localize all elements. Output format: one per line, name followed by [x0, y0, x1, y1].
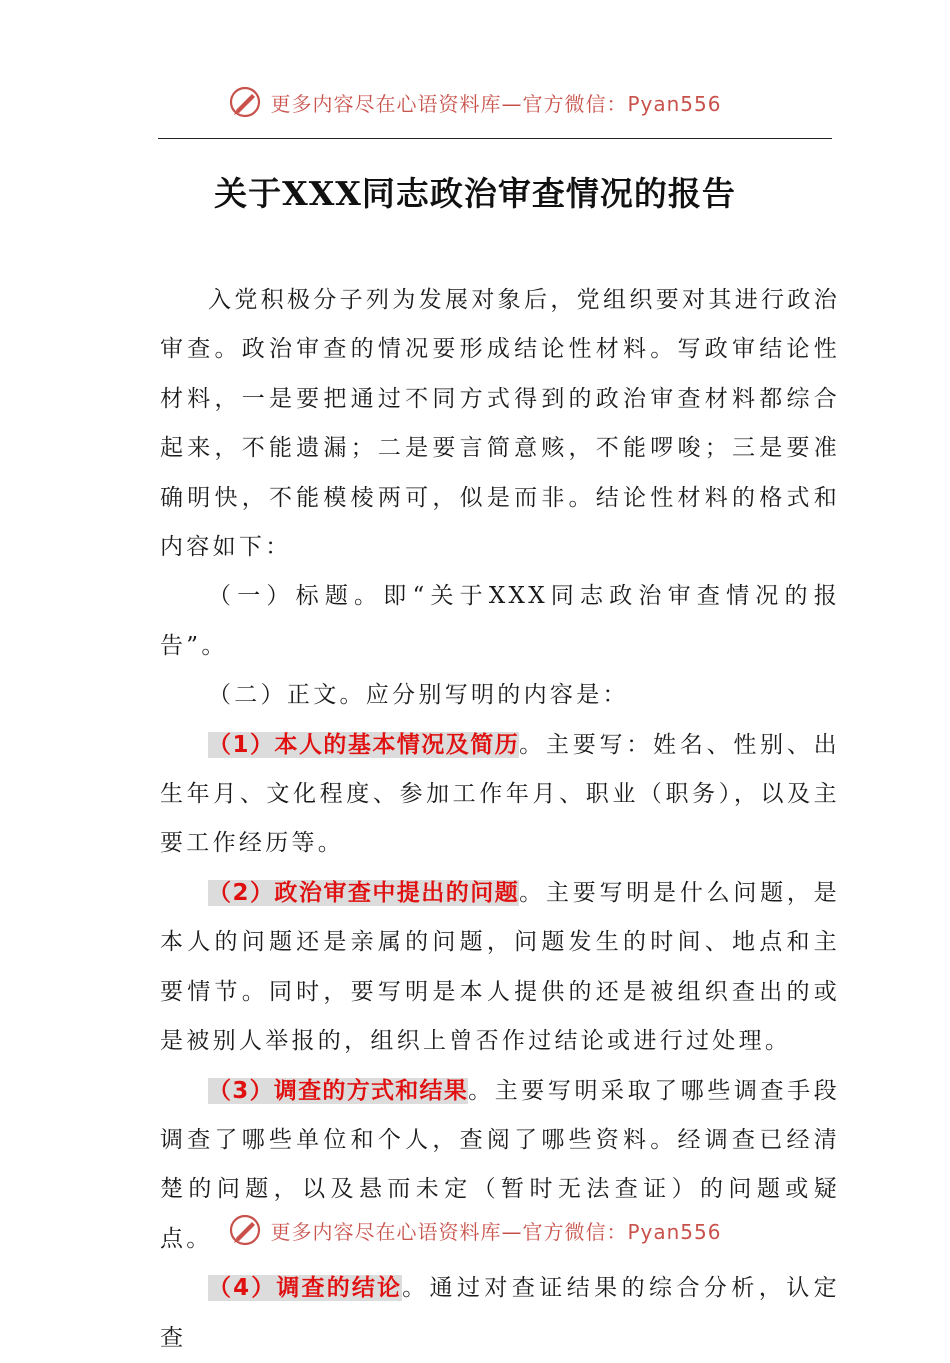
footer-brand — [0, 1208, 950, 1252]
intro-paragraph: 入党积极分子列为发展对象后，党组织要对其进行政治审查。政治审查的情况要形成结论性材料。写政审结论性材料，一是要把通过不同方式得到的政治审查材料都综合起来，不能遗漏；二是要言简意赅，不能啰唆；三是要准确明快，不能模棱两可，似是而非。结论性材料的格式和内容如下： — [160, 287, 840, 561]
section-paragraph — [160, 721, 840, 869]
section-heading: （2）政治审查中提出的问题 — [208, 879, 520, 906]
page-title: 关于XXX同志政治审查情况的报告 — [214, 174, 736, 213]
section-text: 。主要写明是什么问题，是本人的问题还是亲属的问题，问题发生的时间、地点和主要情节。同时，要写明是本人提供的还是被组织查出的或是被别人举报的，组织上曾否作过结论或进行过处理。 — [160, 879, 840, 1055]
header-brand-text: 更多内容尽在心语资料库—官方微信：Pyan556 — [270, 91, 722, 116]
section-text: 。主要写：姓名、性别、出生年月、文化程度、参加工作年月、职业（职务），以及主要工作经历等。 — [160, 731, 840, 857]
section-heading: （1）本人的基本情况及简历 — [208, 731, 520, 758]
item-body-paragraph: （二）正文。应分别写明的内容是： — [208, 682, 629, 709]
document-body — [160, 276, 840, 1363]
section-paragraph — [160, 1264, 840, 1363]
footer-brand-text: 更多内容尽在心语资料库—官方微信：Pyan556 — [270, 1219, 722, 1244]
pen-logo-icon — [228, 85, 262, 119]
section-text: 。通过对查证结果的综合分析，认定查 — [160, 1275, 840, 1351]
section-heading: （3）调查的方式和结果 — [208, 1077, 469, 1104]
pen-logo-icon — [228, 1213, 262, 1247]
header-brand — [0, 80, 950, 124]
header-divider — [158, 138, 832, 139]
section-text: 。主要写明采取了哪些调查手段调查了哪些单位和个人，查阅了哪些资料。经调查已经清楚的问题，以及悬而未定（暂时无法查证）的问题或疑点。 — [160, 1077, 840, 1252]
section-paragraph — [160, 869, 840, 1067]
item-title-paragraph: （一）标题。即“关于XXX同志政治审查情况的报告”。 — [160, 583, 840, 659]
section-heading: （4）调查的结论 — [208, 1275, 403, 1302]
